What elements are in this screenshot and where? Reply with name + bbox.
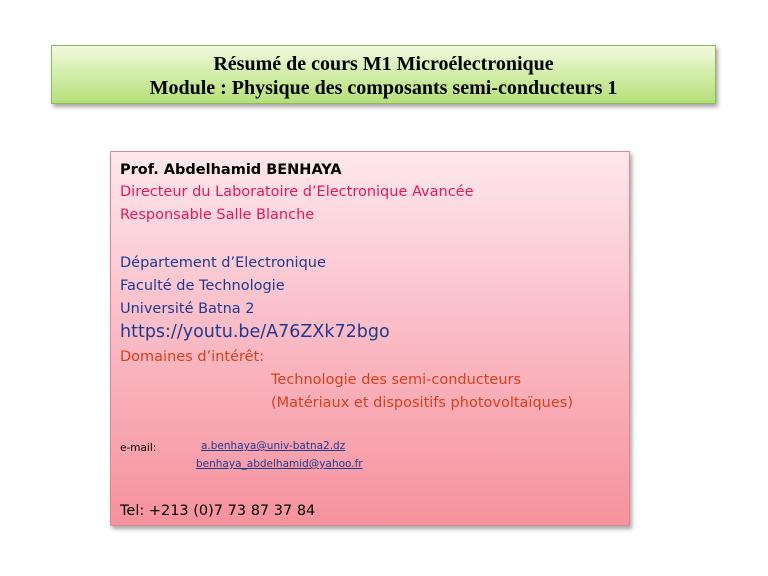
youtube-link[interactable]: https://youtu.be/A76ZXk72bgo: [120, 322, 390, 342]
faculty: Faculté de Technologie: [120, 278, 285, 294]
author-role-lab: Directeur du Laboratoire d’Electronique Avancée: [120, 184, 474, 200]
email-link-yahoo[interactable]: benhaya_abdelhamid@yahoo.fr: [196, 458, 363, 470]
university: Université Batna 2: [120, 301, 255, 317]
author-name: Prof. Abdelhamid BENHAYA: [120, 162, 342, 178]
title-box: [51, 45, 716, 104]
interest-semiconductors: Technologie des semi-conducteurs: [271, 372, 522, 388]
email-link-univ[interactable]: a.benhaya@univ-batna2.dz: [201, 440, 346, 452]
contact-box: [110, 151, 630, 526]
telephone: Tel: +213 (0)7 73 87 37 84: [120, 503, 316, 519]
title-line-1: Résumé de cours M1 Microélectronique: [213, 53, 554, 75]
email-label: e-mail:: [120, 442, 157, 454]
author-role-cleanroom: Responsable Salle Blanche: [120, 207, 315, 223]
title-line-2: Module : Physique des composants semi-conducteurs 1: [149, 77, 618, 99]
interests-label: Domaines d’intérêt:: [120, 349, 265, 365]
department: Département d’Electronique: [120, 255, 326, 271]
interest-photovoltaics: (Matériaux et dispositifs photovoltaïques): [271, 395, 573, 411]
